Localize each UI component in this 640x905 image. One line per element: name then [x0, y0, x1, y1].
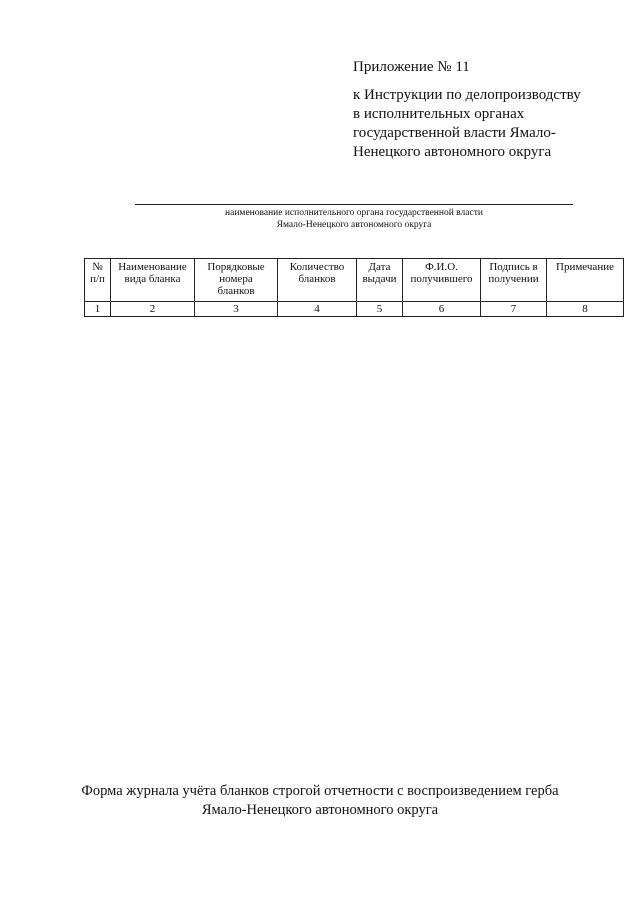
appendix-title: Приложение № 11: [353, 59, 470, 75]
organization-caption-line: Ямало-Ненецкого автономного округа: [276, 220, 432, 230]
appendix-line: в исполнительных органах: [353, 106, 525, 122]
table-header-row: [85, 259, 624, 302]
header-text: Порядковые: [207, 261, 265, 273]
header-text: Наименование: [118, 261, 187, 273]
header-text: п/п: [90, 273, 105, 285]
header-signature: [481, 259, 547, 302]
header-quantity: [278, 259, 357, 302]
column-number-cell: 4: [278, 302, 357, 317]
form-caption-line: Ямало-Ненецкого автономного округа: [201, 802, 439, 818]
header-serial-numbers: [195, 259, 278, 302]
header-text: номера: [219, 273, 253, 285]
header-text: выдачи: [362, 273, 397, 285]
journal-table: [84, 258, 624, 317]
header-number: [85, 259, 111, 302]
header-text: Подпись в: [489, 261, 538, 273]
header-note: [547, 259, 624, 302]
header-text: вида бланка: [124, 273, 181, 285]
column-number-cell: 8: [547, 302, 624, 317]
header-text: получившего: [410, 273, 473, 285]
column-number-cell: 3: [195, 302, 278, 317]
appendix-line: государственной власти Ямало-: [353, 125, 556, 141]
organization-name-line: [135, 204, 573, 205]
column-number-cell: 6: [403, 302, 481, 317]
header-text: Ф.И.О.: [425, 261, 458, 273]
header-recipient-name: [403, 259, 481, 302]
header-form-type: [111, 259, 195, 302]
header-issue-date: [357, 259, 403, 302]
header-text: бланков: [217, 285, 255, 297]
header-text: бланков: [298, 273, 336, 285]
form-caption: [60, 782, 580, 820]
organization-caption: [135, 207, 573, 231]
header-text: №: [92, 261, 103, 273]
appendix-line: к Инструкции по делопроизводству: [353, 87, 581, 103]
column-number-cell: 7: [481, 302, 547, 317]
column-number-cell: 2: [111, 302, 195, 317]
table-row-column-numbers: [85, 302, 624, 317]
column-number-cell: 1: [85, 302, 111, 317]
column-number-cell: 5: [357, 302, 403, 317]
header-text: Примечание: [556, 261, 614, 273]
appendix-line: Ненецкого автономного округа: [353, 144, 552, 160]
appendix-block: [353, 58, 613, 162]
header-text: Количество: [289, 261, 345, 273]
header-text: получении: [488, 273, 539, 285]
form-caption-line: Форма журнала учёта бланков строгой отчетности с воспроизведением герба: [81, 783, 559, 799]
header-text: Дата: [368, 261, 391, 273]
organization-caption-line: наименование исполнительного органа государственной власти: [225, 208, 483, 218]
